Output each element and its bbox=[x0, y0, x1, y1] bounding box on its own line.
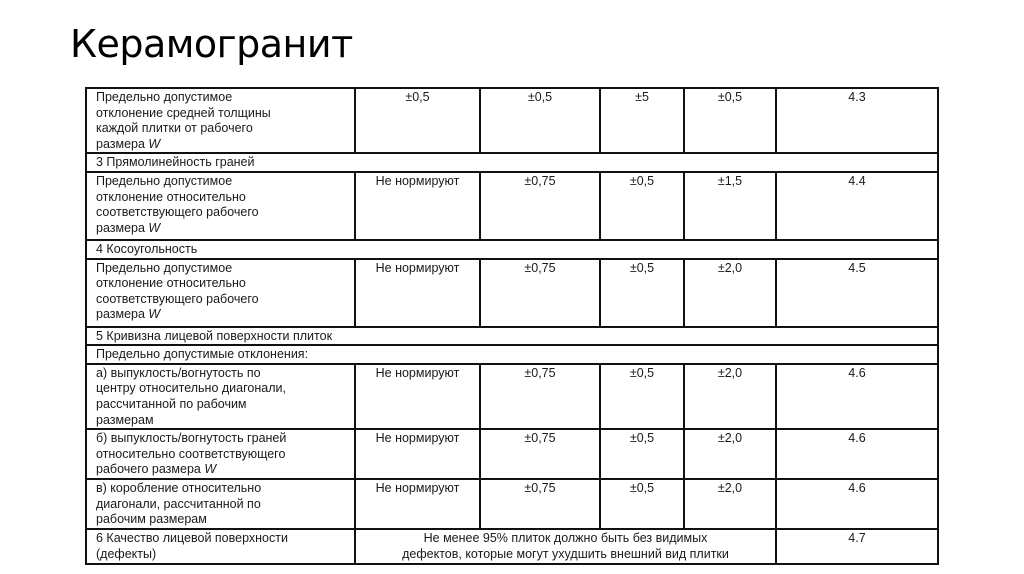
table-row bbox=[86, 529, 938, 564]
value-cell: Не нормируют bbox=[355, 259, 480, 327]
cell-line: диагонали, рассчитанной по bbox=[96, 496, 261, 511]
cell-line: 6 Качество лицевой поверхности bbox=[96, 531, 288, 546]
value-cell: ±0,5 bbox=[684, 88, 776, 153]
tile-spec-table bbox=[85, 87, 939, 565]
clause-ref: 4.6 bbox=[776, 364, 938, 429]
cell-line: Не менее 95% плиток должно быть без видимых bbox=[423, 531, 708, 546]
symbol-w: W bbox=[148, 220, 161, 235]
value-cell: Не нормируют bbox=[355, 429, 480, 479]
section-label: 3 Прямолинейность граней bbox=[86, 153, 938, 172]
value-cell: ±2,0 bbox=[684, 479, 776, 529]
parameter-cell bbox=[86, 88, 355, 153]
value-cell: Не нормируют bbox=[355, 364, 480, 429]
clause-ref: 4.6 bbox=[776, 429, 938, 479]
value-cell: Не нормируют bbox=[355, 479, 480, 529]
clause-ref: 4.5 bbox=[776, 259, 938, 327]
parameter-cell bbox=[86, 172, 355, 240]
cell-line: центру относительно диагонали, bbox=[96, 381, 286, 396]
table-body bbox=[86, 88, 938, 564]
value-cell: ±5 bbox=[600, 88, 684, 153]
value-cell: ±2,0 bbox=[684, 364, 776, 429]
value-cell: ±1,5 bbox=[684, 172, 776, 240]
cell-line: б) выпуклость/вогнутость граней bbox=[96, 431, 287, 446]
cell-line: размерам bbox=[96, 412, 154, 427]
cell-line: в) коробление относительно bbox=[96, 481, 262, 496]
cell-line: Предельно допустимое bbox=[96, 260, 233, 275]
cell-line: Предельно допустимое bbox=[96, 90, 233, 104]
value-cell: ±0,5 bbox=[600, 364, 684, 429]
value-cell: ±0,75 bbox=[480, 259, 600, 327]
table-row bbox=[86, 364, 938, 429]
value-cell: ±0,75 bbox=[480, 172, 600, 240]
section-label: 4 Косоугольность bbox=[86, 240, 938, 259]
section-label: 5 Кривизна лицевой поверхности плиток bbox=[86, 327, 938, 346]
clause-ref: 4.6 bbox=[776, 479, 938, 529]
parameter-cell bbox=[86, 429, 355, 479]
section-row bbox=[86, 345, 938, 364]
value-cell: Не нормируют bbox=[355, 172, 480, 240]
parameter-cell bbox=[86, 364, 355, 429]
section-label: Предельно допустимые отклонения: bbox=[86, 345, 938, 364]
value-cell: ±0,75 bbox=[480, 479, 600, 529]
value-cell: ±2,0 bbox=[684, 429, 776, 479]
value-cell: ±0,75 bbox=[480, 429, 600, 479]
value-cell: ±0,5 bbox=[600, 479, 684, 529]
clause-ref: 4.4 bbox=[776, 172, 938, 240]
cell-line: рабочим размерам bbox=[96, 512, 207, 527]
parameter-cell bbox=[86, 479, 355, 529]
cell-line: дефектов, которые могут ухудшить внешний вид плитки bbox=[402, 546, 729, 561]
requirement-note bbox=[355, 529, 776, 564]
value-cell: ±0,5 bbox=[355, 88, 480, 153]
clause-ref: 4.3 bbox=[776, 88, 938, 153]
section-row bbox=[86, 327, 938, 346]
table-row bbox=[86, 259, 938, 327]
cell-line: соответствующего рабочего bbox=[96, 291, 259, 306]
cell-line: рассчитанной по рабочим bbox=[96, 396, 247, 411]
symbol-w: W bbox=[204, 462, 217, 477]
cell-line: размера bbox=[96, 136, 149, 151]
table-row bbox=[86, 172, 938, 240]
cell-line: размера bbox=[96, 220, 149, 235]
symbol-w: W bbox=[148, 136, 161, 151]
cell-line: отклонение относительно bbox=[96, 189, 246, 204]
value-cell: ±0,5 bbox=[600, 172, 684, 240]
section-row bbox=[86, 153, 938, 172]
table-row bbox=[86, 429, 938, 479]
parameter-cell bbox=[86, 529, 355, 564]
symbol-w: W bbox=[148, 307, 161, 322]
cell-line: отклонение средней толщины bbox=[96, 105, 271, 120]
slide-title: Керамогранит bbox=[70, 22, 353, 66]
parameter-cell bbox=[86, 259, 355, 327]
table-row bbox=[86, 479, 938, 529]
cell-line: размера bbox=[96, 307, 149, 322]
value-cell: ±0,5 bbox=[600, 259, 684, 327]
cell-line: а) выпуклость/вогнутость по bbox=[96, 365, 261, 380]
cell-line: Предельно допустимое bbox=[96, 173, 233, 188]
cell-line: относительно соответствующего bbox=[96, 446, 286, 461]
value-cell: ±0,5 bbox=[600, 429, 684, 479]
value-cell: ±2,0 bbox=[684, 259, 776, 327]
cell-line: каждой плитки от рабочего bbox=[96, 121, 253, 136]
value-cell: ±0,5 bbox=[480, 88, 600, 153]
cell-line: рабочего размера bbox=[96, 462, 205, 477]
value-cell: ±0,75 bbox=[480, 364, 600, 429]
cell-line: соответствующего рабочего bbox=[96, 205, 259, 220]
cell-line: отклонение относительно bbox=[96, 276, 246, 291]
clause-ref: 4.7 bbox=[776, 529, 938, 564]
section-row bbox=[86, 240, 938, 259]
cell-line: (дефекты) bbox=[96, 546, 157, 561]
table-row bbox=[86, 88, 938, 153]
